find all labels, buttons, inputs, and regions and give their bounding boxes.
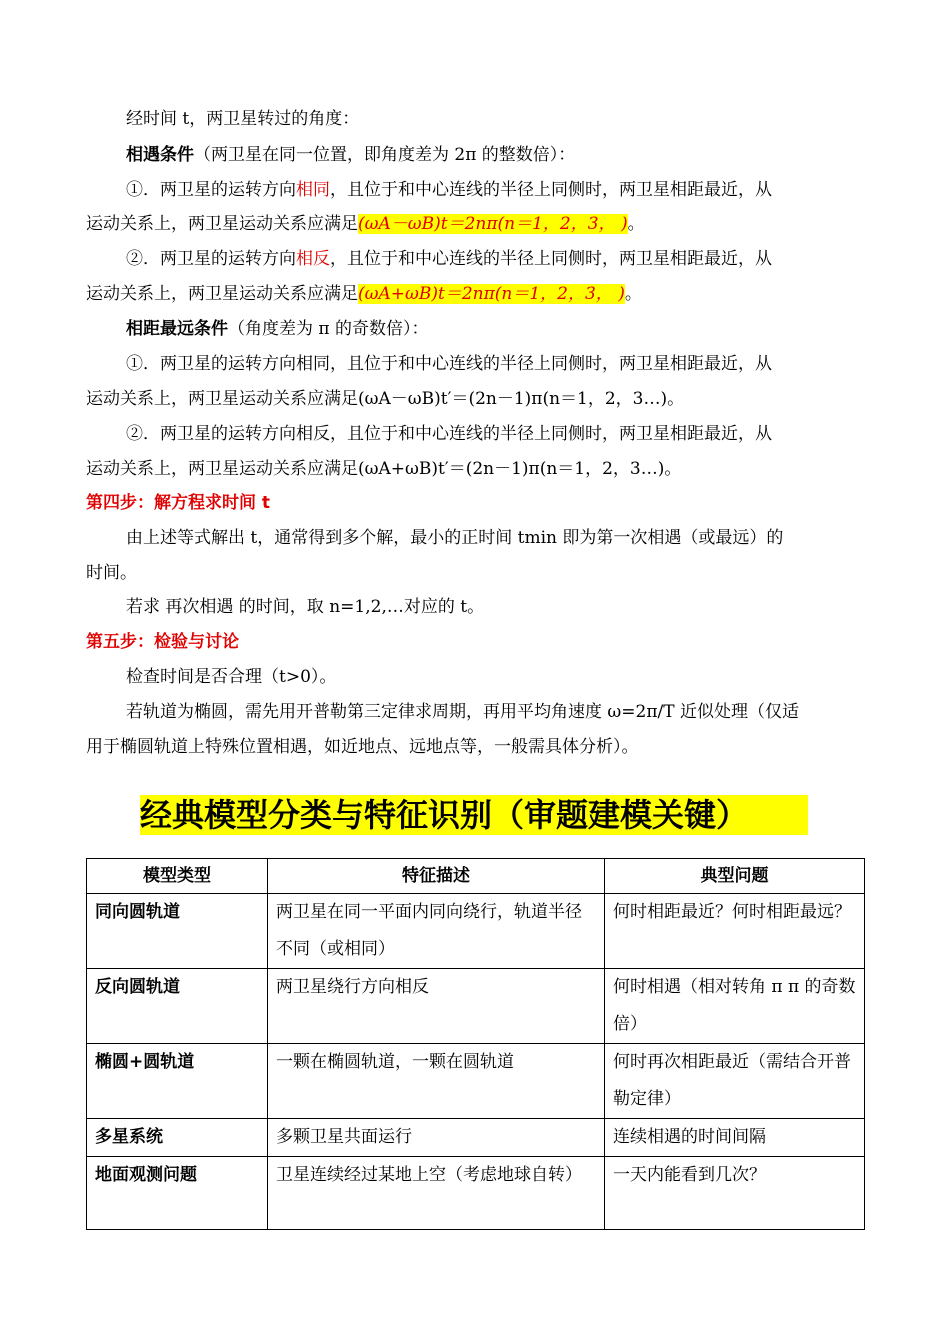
para-same-dir-1 — [126, 180, 772, 200]
para-same-dir-2 — [86, 214, 645, 234]
text: ①．两卫星的运转方向 — [126, 180, 296, 200]
para-meet-condition — [126, 145, 575, 165]
table-header-row — [87, 859, 865, 894]
para-step4-1: 由上述等式解出 t，通常得到多个解，最小的正时间 tmin 即为第一次相遇（或最远）的 — [126, 528, 784, 548]
text: 运动关系上，两卫星运动关系应满足 — [86, 284, 358, 304]
table-row — [87, 1119, 865, 1157]
cell-desc: 两卫星绕行方向相反 — [268, 969, 605, 1044]
para-step4-2: 时间。 — [86, 563, 137, 583]
header-question: 典型问题 — [605, 859, 865, 894]
cell-question: 何时相遇（相对转角 π π 的奇数倍） — [605, 969, 865, 1044]
text: 。 — [627, 214, 645, 234]
text: ，且位于和中心连线的半径上同侧时，两卫星相距最近，从 — [330, 180, 772, 200]
para-far-4: 运动关系上，两卫星运动关系应满足(ωA+ωB)t′＝(2n－1)π(n＝1，2，3…)。 — [86, 459, 682, 479]
cell-type: 同向圆轨道 — [87, 894, 268, 969]
para-step4-3: 若求 再次相遇 的时间，取 n=1,2,…对应的 t。 — [126, 597, 485, 617]
cell-desc: 一颗在椭圆轨道，一颗在圆轨道 — [268, 1044, 605, 1119]
red-keyword: 相同 — [296, 180, 330, 200]
para-step5-3: 用于椭圆轨道上特殊位置相遇，如近地点、远地点等，一般需具体分析）。 — [86, 737, 639, 757]
header-type: 模型类型 — [87, 859, 268, 894]
cell-type: 多星系统 — [87, 1119, 268, 1157]
step5-heading: 第五步：检验与讨论 — [86, 632, 239, 652]
meet-condition-text: （两卫星在同一位置，即角度差为 2π 的整数倍）： — [194, 145, 576, 165]
step4-heading: 第四步：解方程求时间 t — [86, 493, 271, 513]
cell-type: 地面观测问题 — [87, 1157, 268, 1230]
red-keyword: 相反 — [296, 249, 330, 269]
cell-question: 一天内能看到几次？ — [605, 1157, 865, 1230]
model-table — [86, 858, 865, 1230]
header-desc: 特征描述 — [268, 859, 605, 894]
cell-desc: 多颗卫星共面运行 — [268, 1119, 605, 1157]
highlight-formula: (ωA+ωB)t＝2nπ(n＝1，2，3， ) — [358, 284, 625, 304]
section-title: 经典模型分类与特征识别（审题建模关键） — [140, 795, 808, 835]
para-far-1: ①．两卫星的运转方向相同，且位于和中心连线的半径上同侧时，两卫星相距最近，从 — [126, 354, 772, 374]
text: 。 — [624, 284, 642, 304]
far-condition-text: （角度差为 π 的奇数倍）： — [228, 319, 429, 339]
cell-question: 何时再次相距最近（需结合开普勒定律） — [605, 1044, 865, 1119]
cell-type: 椭圆+圆轨道 — [87, 1044, 268, 1119]
table-row — [87, 1044, 865, 1119]
cell-desc: 两卫星在同一平面内同向绕行，轨道半径不同（或相同） — [268, 894, 605, 969]
table-row — [87, 1157, 865, 1230]
para-1: 经时间 t，两卫星转过的角度： — [126, 109, 360, 129]
text: ，且位于和中心连线的半径上同侧时，两卫星相距最近，从 — [330, 249, 772, 269]
cell-type: 反向圆轨道 — [87, 969, 268, 1044]
cell-question: 连续相遇的时间间隔 — [605, 1119, 865, 1157]
para-far-2: 运动关系上，两卫星运动关系应满足(ωA－ωB)t′＝(2n－1)π(n＝1，2，3…)。 — [86, 389, 685, 409]
para-far-condition — [126, 319, 428, 339]
para-far-3: ②．两卫星的运转方向相反，且位于和中心连线的半径上同侧时，两卫星相距最近，从 — [126, 424, 772, 444]
para-step5-1: 检查时间是否合理（t>0）。 — [126, 667, 337, 687]
highlight-formula: (ωA－ωB)t＝2nπ(n＝1，2，3， ) — [358, 214, 628, 234]
para-step5-2: 若轨道为椭圆，需先用开普勒第三定律求周期，再用平均角速度 ω=2π/T 近似处理（仅适 — [126, 702, 799, 722]
text: ②．两卫星的运转方向 — [126, 249, 296, 269]
para-opp-dir-2 — [86, 284, 642, 304]
table-row — [87, 969, 865, 1044]
text: 运动关系上，两卫星运动关系应满足 — [86, 214, 358, 234]
far-condition-label: 相距最远条件 — [126, 319, 228, 339]
cell-desc: 卫星连续经过某地上空（考虑地球自转） — [268, 1157, 605, 1230]
table-row — [87, 894, 865, 969]
cell-question: 何时相距最近？何时相距最远？ — [605, 894, 865, 969]
para-opp-dir-1 — [126, 249, 772, 269]
meet-condition-label: 相遇条件 — [126, 145, 194, 165]
